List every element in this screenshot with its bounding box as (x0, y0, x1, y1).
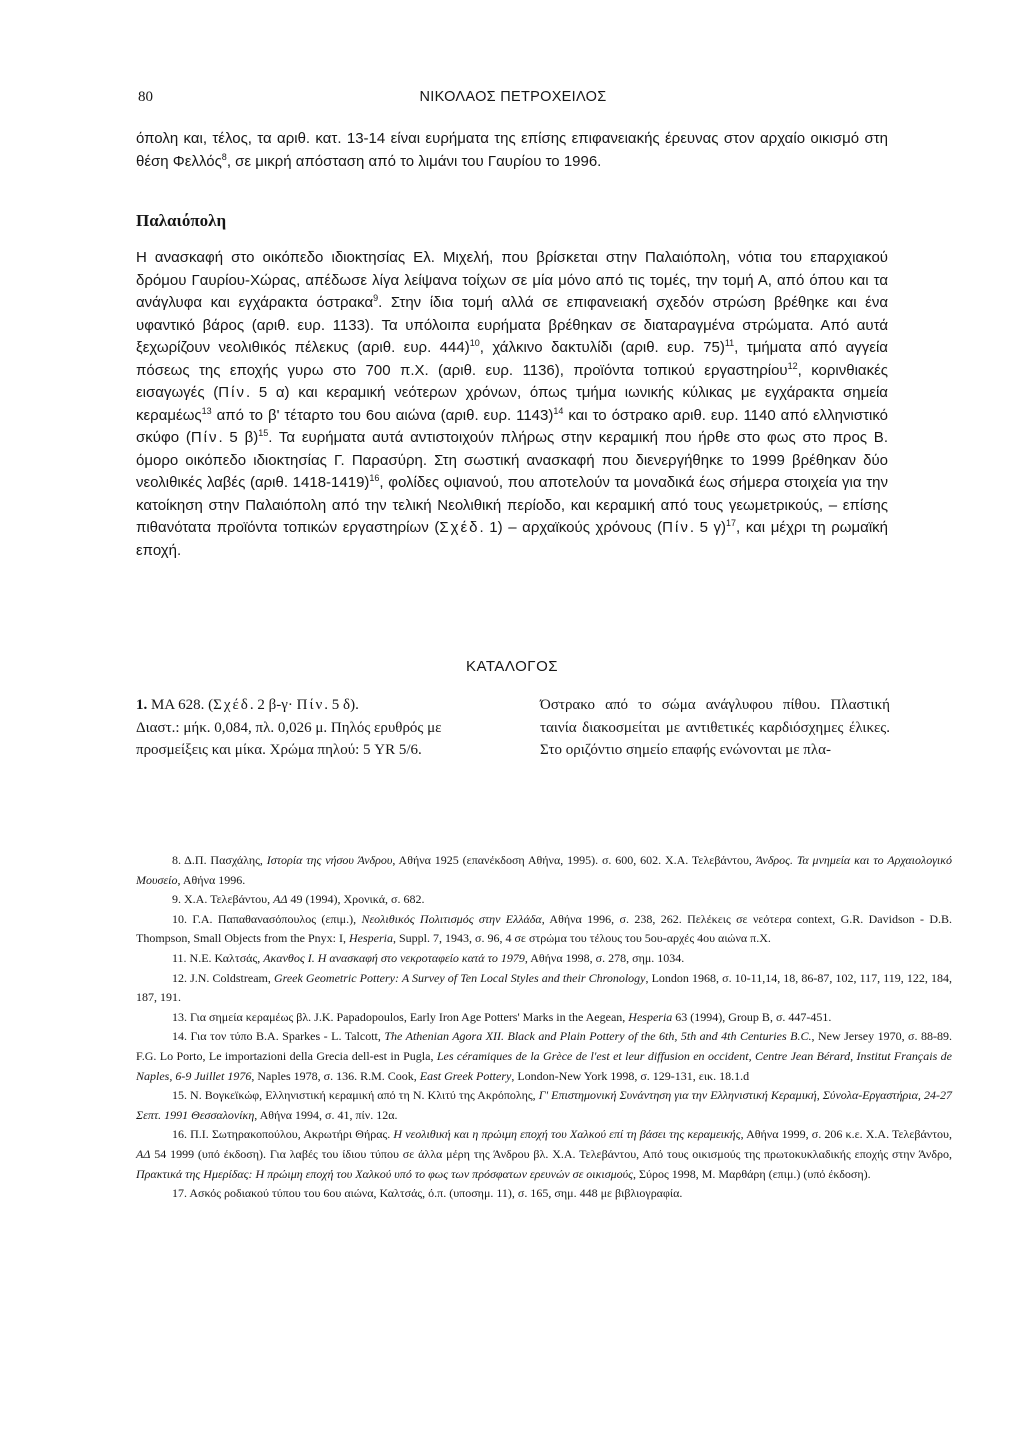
fn-text: , Suppl. 7, 1943, σ. 96, 4 σε στρώμα του τέλους του 5ου-αρχές 4ου αιώνα π.Χ. (392, 931, 771, 946)
fn-title: The Athenian Agora XII. Black and Plain Pottery of the 6th, 5th and 4th Centuries B.C. (384, 1029, 812, 1044)
fn-text: 9. Χ.Α. Τελεβάντου, (172, 892, 274, 907)
fn-text: , Naples 1978, σ. 136. R.M. Cook, (251, 1068, 420, 1083)
footnote-ref-9[interactable]: 9 (373, 293, 379, 303)
footnote-9 (136, 890, 952, 910)
footnote-ref-13[interactable]: 13 (201, 405, 212, 416)
para-text-5: , κορινθιακές εισαγωγές ( (136, 361, 888, 401)
plate-ref: Πίν (662, 519, 690, 536)
fn-text: , London-New York 1998, σ. 129-131, εικ. 18.1.d (511, 1068, 750, 1083)
para-text-14: , και μέχρι τη ρωμαϊκή εποχή. (136, 519, 888, 559)
catalogue-ref: ΜΑ 628. ( (147, 697, 214, 713)
para-text-11: , φολίδες οψιανού, που αποτελούν τα μοναδικά έως σήμερα στοιχεία για την κατοίκηση στην Παλαιόπολη από την τελική Νεολιθική περίοδο, και κεραμική από τους γεωμετρικούς, – επίσης πιθανότατα προϊόντα τοπικών εργαστηρίων ( (136, 474, 888, 536)
fn-text: , Αθήνα 1994, σ. 41, πίν. 12α. (254, 1107, 398, 1122)
intro-paragraph (136, 128, 888, 173)
footnote-ref-11[interactable]: 11 (724, 338, 735, 348)
fn-text: 49 (1994), Χρονικά, σ. 682. (287, 892, 425, 907)
fn-title: Γ' Επιστημονική Συνάντηση για την Ελληνιστική Κεραμική, Σύνολα-Εργαστήρια, 24-27 Σεπτ. 1991 Θεσσαλονίκη (136, 1088, 952, 1122)
footnote-13 (136, 1008, 952, 1028)
para-text-4: , τμήματα από αγγεία πόσεως της εποχής γυρω στο 700 π.Χ. (αριθ. ευρ. 1136), προϊόντα τοπικού εργαστηρίου (136, 339, 888, 379)
para-text-12: . 1) – αρχαϊκούς χρόνους ( (479, 519, 663, 536)
catalogue-dimensions: Διαστ.: μήκ. 0,084, πλ. 0,026 μ. Πηλός ερυθρός με προσμείξεις και μίκα. Χρώμα πηλού: 5 YR 5/6. (136, 719, 442, 758)
para-text-8: και το όστρακο αριθ. ευρ. 1140 από ελληνιστικό σκύφο ( (136, 406, 889, 446)
fn-text: 16. Π.Ι. Σωτηρακοπούλου, Ακρωτήρι Θήρας. (172, 1127, 394, 1142)
fn-title: Πρακτικά της Ημερίδας: Η πρώιμη εποχή του Χαλκού υπό το φως των πρόσφατων ερευνών σε οικισμούς (136, 1166, 634, 1181)
para-text-3: , χάλκινο δακτυλίδι (αριθ. ευρ. 75) (479, 339, 725, 356)
running-title: ΝΙΚΟΛΑΟΣ ΠΕΤΡΟΧΕΙΛΟΣ (419, 89, 607, 105)
footnote-ref-14[interactable]: 14 (553, 405, 564, 416)
fn-text: , London 1968, σ. 10-11,14, 18, 86-87, 102, 117, 119, 122, 184, 187, 191. (136, 970, 952, 1005)
fn-text: 13. Για σημεία κεραμέως βλ. J.K. Papadopoulos, Early Iron Age Potters' Marks in the Aegean, (172, 1009, 629, 1024)
fn-title: Greek Geometric Pottery: A Survey of Ten Local Styles and their Chronology (273, 970, 646, 985)
footnote-16 (136, 1125, 952, 1184)
fn-text: , Αθήνα 1996. (177, 872, 246, 887)
para-text-2: . Στην ίδια τομή αλλά σε επιφανειακή σχεδόν στρώση βρέθηκε και ένα υφαντικό βάρος (αριθ. ευρ. 1133). Τα υπόλοιπα ευρήματα βρέθηκαν σε διαταραγμένα στρώματα. Από αυτά ξεχωρίζουν νεολιθικός πέλεκυς (αριθ. ευρ. 444) (136, 294, 888, 356)
footnote-ref-10[interactable]: 10 (469, 338, 480, 348)
fn-title: Ακανθος Ι. Η ανασκαφή στο νεκροταφείο κατά το 1979 (263, 950, 525, 965)
catalogue-entry-description (540, 694, 890, 762)
fn-text: 15. Ν. Βογκεϊκώφ, Ελληνιστική κεραμική από τη Ν. Κλιτύ της Ακρόπολης, (172, 1088, 539, 1103)
footnote-8 (136, 851, 952, 890)
para-text-6: . 5 α) και κεραμική νεότερων χρόνων, όπως τμήμα ιωνικής κύλικας με εγχάρακτα σημεία κεραμέως (136, 384, 888, 424)
para-text-13: . 5 γ) (689, 519, 727, 536)
fn-title: Η νεολιθική και η πρώιμη εποχή του Χαλκού επί τη βάσει της κεραμεικής (393, 1127, 741, 1142)
footnotes (136, 851, 952, 1204)
section-heading: Παλαιόπολη (136, 211, 227, 230)
fn-text: , New Jersey 1970, σ. 88-89. F.G. Lo Porto, Le importazioni della Grecia dell-est in Pugla, (136, 1029, 952, 1063)
footnote-ref-17[interactable]: 17 (726, 518, 737, 528)
running-head (138, 89, 888, 109)
footnote-11 (136, 949, 952, 969)
footnote-ref-12[interactable]: 12 (787, 360, 798, 371)
fn-title: East Greek Pottery (419, 1068, 512, 1083)
catalogue-ref: . 2 β-γ· (249, 697, 297, 713)
fn-title: ΑΔ (273, 892, 288, 907)
footnote-10 (136, 910, 952, 949)
para-text-9: . 5 β) (218, 429, 259, 446)
catalogue-ref: . 5 δ). (324, 697, 359, 713)
para-text-7: από το β' τέταρτο του 6ου αιώνα (αριθ. ευρ. 1143) (211, 406, 554, 424)
footnote-ref-8[interactable]: 8 (221, 151, 227, 162)
fn-text: 63 (1994), Group B, σ. 447-451. (672, 1009, 832, 1024)
footnote-17: 17. Ασκός ροδιακού τύπου του 6ου αιώνα, Καλτσάς, ό.π. (υποσημ. 11), σ. 165, σημ. 448 με βιβλιογραφία. (172, 1186, 683, 1201)
catalogue-description: Όστρακο από το σώμα ανάγλυφου πίθου. Πλαστική ταινία διακοσμείται με αντιθετικές καρδιόσχημες έλικες. Στο οριζόντιο σημείο επαφής ενώνονται με πλα- (540, 697, 890, 758)
footnote-12 (136, 969, 952, 1008)
footnote-15 (136, 1086, 952, 1125)
fn-title: Άνδρος. Τα μνημεία και το Αρχαιολογικό Μουσείο (136, 853, 953, 887)
fn-text: 10. Γ.Α. Παπαθανασόπουλος (επιμ.), (172, 911, 362, 926)
catalogue-number: 1. (136, 697, 148, 713)
fn-title: Ιστορία της νήσου Άνδρου (266, 853, 393, 867)
fn-text: 14. Για τον τύπο B.A. Sparkes - L. Talcott, (172, 1029, 385, 1044)
fn-text: , Αθήνα 1925 (επανέκδοση Αθήνα, 1995). σ. 600, 602. Χ.Α. Τελεβάντου, (392, 853, 756, 867)
plate-ref: Πίν (218, 384, 246, 401)
intro-text: όπολη και, τέλος, τα αριθ. κατ. 13-14 είναι ευρήματα της επίσης επιφανειακής έρευνας στον αρχαίο οικισμό στη θέση Φελλός (136, 130, 888, 170)
fn-title: Hesperia (348, 931, 393, 946)
para-text-10: . Τα ευρήματα αυτά αντιστοιχούν πλήρως στην κεραμική που ήρθε στο φως στο προς Β. όμορο οικόπεδο ιδιοκτησίας Γ. Παρασύρη. Στη σωστική ανασκαφή που διενεργήθηκε το 1999 βρέθηκαν δύο νεολιθικές λαβές (αριθ. 1418-1419) (136, 429, 888, 491)
fn-text: 12. J.N. Coldstream, (172, 970, 274, 985)
footnote-14 (136, 1027, 952, 1086)
plate-ref: Πίν (296, 697, 325, 713)
fn-text: , Αθήνα 1996, σ. 238, 262. Πελέκεις σε νεότερα context, G.R. Davidson - D.B. Thompson, Small Objects from the Pnyx: I, (136, 911, 953, 946)
fn-text: 11. Ν.Ε. Καλτσάς, (172, 950, 264, 965)
fn-title: ΑΔ (136, 1146, 151, 1161)
catalogue-heading: ΚΑΤΑΛΟΓΟΣ (465, 658, 559, 675)
fn-text: 54 1999 (υπό έκδοση). Για λαβές του ίδιου τύπου σε άλλα μέρη της Άνδρου βλ. Χ.Α. Τελεβάντου, Από τους οικισμούς της πρωτοκυκλαδικής εποχής στην Άνδρο, (150, 1146, 952, 1161)
intro-tail: , σε μικρή απόσταση από το λιμάνι του Γαυρίου το 1996. (226, 152, 602, 170)
fn-text: , Αθήνα 1999, σ. 206 κ.ε. Χ.Α. Τελεβάντου, (740, 1127, 952, 1142)
fn-text: , Αθήνα 1998, σ. 278, σημ. 1034. (524, 950, 685, 965)
drawing-ref: Σχέδ (439, 519, 480, 536)
plate-ref: Πίν (190, 429, 219, 446)
para-text-1: Η ανασκαφή στο οικόπεδο ιδιοκτησίας Ελ. Μιχελή, που βρίσκεται στην Παλαιόπολη, νότια του επαρχιακού δρόμου Γαυρίου-Χώρας, απέδωσε λίγα λείψανα τοίχων σε μία μόνο από τις τομές, την τομή Α, από όπου και τα ανάγλυφα και εγχάρακτα όστρακα (136, 249, 888, 311)
fn-title: Hesperia (628, 1009, 673, 1024)
fn-title: Νεολιθικός Πολιτισμός στην Ελλάδα (361, 911, 542, 926)
footnote-ref-16[interactable]: 16 (369, 473, 380, 483)
footnote-ref-15[interactable]: 15 (258, 428, 269, 438)
page-number: 80 (138, 89, 153, 105)
fn-text: , Σύρος 1998, Μ. Μαρθάρη (επιμ.) (υπό έκδοση). (633, 1166, 871, 1181)
fn-text: 8. Δ.Π. Πασχάλης, (172, 853, 267, 867)
drawing-ref: Σχέδ (213, 697, 250, 713)
section-paragraph (136, 247, 888, 562)
fn-title: Les céramiques de la Grèce de l'est et leur diffusion en occident, Centre Jean Bérard, Institut Français de Naples, 6-9 Juillet 1976 (136, 1048, 952, 1083)
catalogue-entry-details (136, 694, 508, 762)
